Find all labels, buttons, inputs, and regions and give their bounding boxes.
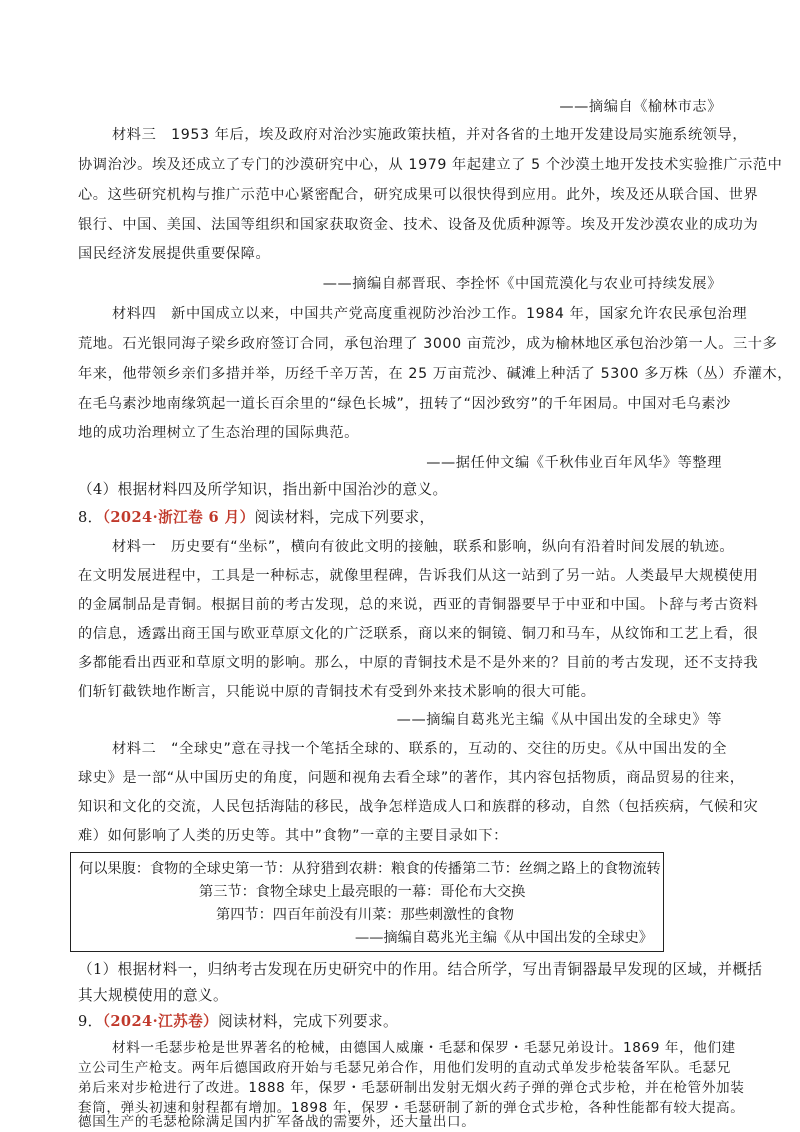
paragraph-line: 材料二 “全球史”意在寻找一个笔括全球的、联系的，互动的、交往的历史。《从中国出发的全: [112, 741, 728, 757]
paragraph-line: 在文明发展进程中，工具是一种标志，就像里程碑，告诉我们从这一站到了另一站。人类最早大规模使用: [78, 568, 759, 584]
paragraph-line: 球史》是一部“从中国历史的角度，问题和视角去看全球”的著作，其内容包括物质，商品贸易的往来，: [78, 770, 745, 786]
source-citation: ——摘编自葛兆光主编《从中国出发的全球史》等: [396, 712, 722, 728]
question-instruction: 阅读材料，完成下列要求，: [254, 509, 435, 526]
toc-line: 何以果腹：食物的全球史第一节：从狩猎到农耕：粮食的传播第二节：丝绸之路上的食物流转: [79, 861, 661, 877]
paragraph-line: 银行、中国、美国、法国等组织和国家获取资金、技术、设备及优质种源等。埃及开发沙漠农业的成功为: [78, 217, 759, 233]
source-citation: ——据任仲文编《千秋伟业百年风华》等整理: [426, 455, 722, 471]
paragraph-line: 知识和文化的交流，人民包括海陆的移民，战争怎样造成人口和族群的移动，自然（包括疾病，气候和灾: [78, 799, 759, 815]
paragraph-line: 材料一 历史要有“坐标”，横向有彼此文明的接触，联系和影响，纵向有沿着时间发展的轨迹。: [112, 539, 735, 555]
paragraph-line: 荒地。石光银同海子梁乡政府签订合同，承包治理了 3000 亩荒沙，成为榆林地区承包治沙第一人。三十多: [78, 336, 778, 352]
paragraph-line: 心。这些研究机构与推广示范中心紧密配合，研究成果可以很快得到应用。此外，埃及还从联合国、世界: [78, 187, 759, 203]
question-8-header: [78, 508, 435, 528]
source-citation: ——摘编自郝晋珉、李拴怀《中国荒漠化与农业可持续发展》: [322, 276, 722, 292]
question-9-header: [78, 1012, 398, 1032]
paragraph-line: 材料一毛瑟步枪是世界著名的枪械，由德国人威廉・毛瑟和保罗・毛瑟兄弟设计。1869 年，他们建: [112, 1040, 736, 1056]
exam-source-tag: （2024·浙江卷 6 月）: [102, 509, 255, 526]
source-citation: ——摘编自《榆林市志》: [559, 99, 722, 115]
paragraph-line: 的信息，透露出商王国与欧亚草原文化的广泛联系，商以来的铜镜、铜刀和马车，从纹饰和工艺上看，很: [78, 626, 759, 642]
toc-line: 第三节：食物全球史上最亮眼的一幕：哥伦布大交换: [199, 884, 526, 900]
paragraph-line: 难）如何影响了人类的历史等。其中”食物”一章的主要目录如下：: [78, 828, 508, 844]
paragraph-line: 们斩钉截铁地作断言，只能说中原的青铜技术有受到外来技术影响的很大可能。: [78, 684, 596, 700]
toc-line: 第四节：四百年前没有川菜：那些刺激性的食物: [216, 907, 514, 923]
question-number: 8．: [78, 509, 103, 526]
paragraph-line: 德国生产的毛瑟枪除满足国内扩军备战的需要外，还大量出口。: [78, 1114, 476, 1130]
exam-source-tag: （2024·江苏卷）: [102, 1013, 219, 1030]
question-number: 9．: [78, 1013, 103, 1030]
paragraph-line: 套筒，弹头初速和射程都有增加。1898 年，保罗・毛瑟研制了新的弹仓式步枪，各种性能都有较大提高。: [78, 1100, 745, 1116]
question-4: （4）根据材料四及所学知识，指出新中国治沙的意义。: [78, 481, 448, 498]
paragraph-line: 多都能看出西亚和草原文明的影响。那么，中原的青铜技术是不是外来的？目前的考古发现，还不支持我: [78, 655, 759, 671]
paragraph-line: 的金属制品是青铜。根据目前的考古发现，总的来说，西亚的青铜器要早于中亚和中国。卜辞与考古资料: [78, 597, 759, 613]
question-8-1: （1）根据材料一，归纳考古发现在历史研究中的作用。结合所学，写出青铜器最早发现的区域，并概括: [78, 961, 763, 978]
paragraph-line: 材料三 1953 年后，埃及政府对治沙实施政策扶植，并对各省的土地开发建设局实施系统领导，: [112, 127, 748, 143]
paragraph-line: 在毛乌素沙地南缘筑起一道长百余里的“绿色长城”，扭转了“因沙致穷”的千年困局。中国对毛乌素沙: [78, 396, 731, 412]
paragraph-line: 弟后来对步枪进行了改进。1888 年，保罗・毛瑟研制出发射无烟火药子弹的弹仓式步枪，并在枪管外加装: [78, 1080, 745, 1096]
toc-source: ——摘编自葛兆光主编《从中国出发的全球史》: [355, 930, 653, 946]
paragraph-line: 国民经济发展提供重要保障。: [78, 246, 271, 262]
paragraph-line: 立公司生产枪支。两年后德国政府开始与毛瑟兄弟合作，用他们发明的直动式单发步枪装备军队。毛瑟兄: [78, 1060, 731, 1076]
paragraph-line: 材料四 新中国成立以来，中国共产党高度重视防沙治沙工作。1984 年，国家允许农民承包治理: [112, 306, 748, 322]
paragraph-line: 协调治沙。埃及还成立了专门的沙漠研究中心，从 1979 年起建立了 5 个沙漠土地开发技术实验推广示范中: [78, 157, 783, 173]
paragraph-line: 地的成功治理树立了生态治理的国际典范。: [78, 425, 359, 441]
table-of-contents-box: [70, 852, 664, 952]
paragraph-line: 年来，他带领乡亲们多措并举，历经千辛万苦，在 25 万亩荒沙、碱滩上种活了 5300 多万株（丛）乔灌木，: [78, 366, 793, 382]
question-instruction: 阅读材料，完成下列要求。: [218, 1013, 398, 1030]
question-8-1: 其大规模使用的意义。: [78, 987, 228, 1004]
